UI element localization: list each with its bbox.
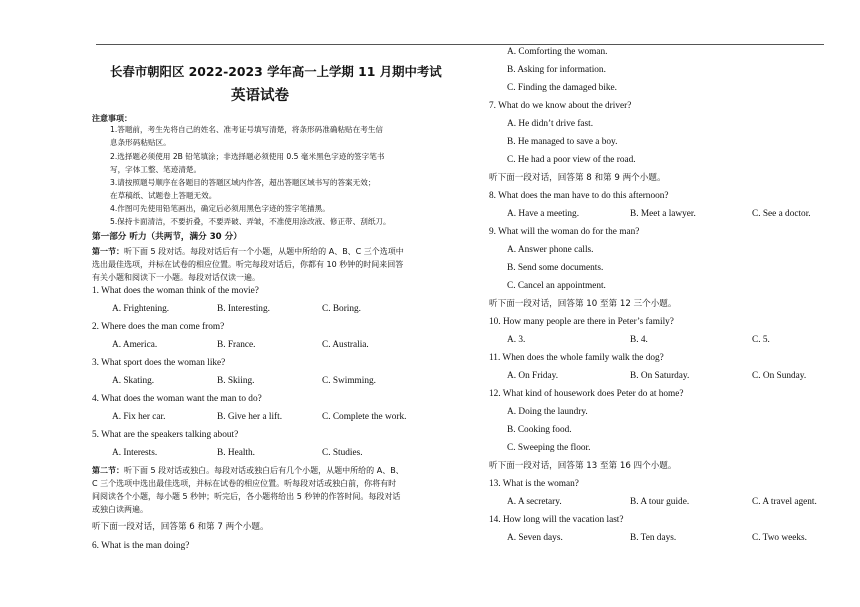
option-b: B. Health.	[217, 448, 255, 458]
note-line: 写，字体工整、笔迹清楚。	[110, 165, 202, 174]
option-a: A. Interests.	[112, 448, 158, 458]
note-line: 3.请按照题号顺序在各题目的答题区域内作答，超出答题区域书写的答案无效；	[110, 178, 376, 187]
option-a: A. 3.	[507, 335, 526, 345]
instruction-13-16: 听下面一段对话，回答第 13 至第 16 四个小题。	[489, 461, 677, 471]
option-a: A. A secretary.	[507, 497, 562, 507]
option-c: C. Two weeks.	[752, 533, 807, 543]
option-a: A. America.	[112, 340, 158, 350]
option-b: B. Interesting.	[217, 304, 270, 314]
question-stem: 11. When does the whole family walk the dog?	[489, 353, 664, 363]
option-b: B. He managed to save a boy.	[507, 137, 618, 147]
option-a: A. Doing the laundry.	[507, 407, 588, 417]
option-a: A. He didn’t drive fast.	[507, 119, 594, 129]
header-rule	[96, 44, 824, 45]
option-a: A. Frightening.	[112, 304, 170, 314]
exam-subtitle: 英语试卷	[231, 88, 289, 104]
question-stem: 3. What sport does the woman like?	[92, 358, 226, 368]
question-stem: 8. What does the man have to do this afternoon?	[489, 191, 669, 201]
option-c: C. 5.	[752, 335, 770, 345]
question-stem: 9. What will the woman do for the man?	[489, 227, 640, 237]
option-b: B. Asking for information.	[507, 65, 606, 75]
section2-line: 或独白读两遍。	[92, 505, 148, 514]
option-b: B. Give her a lift.	[217, 412, 283, 422]
option-b: B. Meet a lawyer.	[630, 209, 696, 219]
option-c: C. Swimming.	[322, 376, 376, 386]
option-a: A. Skating.	[112, 376, 155, 386]
section2-line: 听下面 5 段对话或独白。每段对话或独白后有几个小题，从题中所给的 A、B、	[124, 466, 404, 475]
note-line: 2.选择题必须使用 2B 铅笔填涂；非选择题必须使用 0.5 毫米黑色字迹的签字笔书	[110, 152, 385, 161]
option-c: C. A travel agent.	[752, 497, 817, 507]
question-stem: 13. What is the woman?	[489, 479, 579, 489]
section2-label: 第二节：	[92, 466, 124, 475]
section2-line: 间阅读各个小题，每小题 5 秒钟；听完后，各小题将给出 5 秒钟的作答时间。每段对话	[92, 492, 401, 501]
section1-label: 第一节：	[92, 247, 124, 256]
option-c: C. Finding the damaged bike.	[507, 83, 617, 93]
note-line: 4.作图可先使用铅笔画出，确定后必须用黑色字迹的签字笔描黑。	[110, 204, 330, 213]
question-stem: 10. How many people are there in Peter’s family?	[489, 317, 674, 327]
question-stem: 4. What does the woman want the man to do?	[92, 394, 262, 404]
option-a: A. Have a meeting.	[507, 209, 580, 219]
section1-text	[92, 246, 404, 258]
note-line: 在草稿纸、试题卷上答题无效。	[110, 191, 217, 200]
option-c: C. Complete the work.	[322, 412, 407, 422]
option-b: B. Cooking food.	[507, 425, 572, 435]
option-c: C. Studies.	[322, 448, 363, 458]
section1-line: 听下面 5 段对话。每段对话后有一个小题，从题中所给的 A、B、C 三个选项中	[124, 247, 404, 256]
note-line: 5.保持卡面清洁，不要折叠，不要弄破、弄皱，不准使用涂改液、修正带、刮纸刀。	[110, 217, 391, 226]
notes-heading: 注意事项：	[92, 114, 132, 123]
exam-title: 长春市朝阳区 2022-2023 学年高一上学期 11 月期中考试	[110, 64, 442, 79]
question-stem: 12. What kind of housework does Peter do at home?	[489, 389, 684, 399]
option-b: B. On Saturday.	[630, 371, 690, 381]
option-c: C. Boring.	[322, 304, 361, 314]
question-stem: 2. Where does the man come from?	[92, 322, 225, 332]
option-c: C. See a doctor.	[752, 209, 811, 219]
option-a: A. Comforting the woman.	[507, 47, 608, 57]
option-b: B. Skiing.	[217, 376, 255, 386]
option-b: B. A tour guide.	[630, 497, 690, 507]
option-b: B. Send some documents.	[507, 263, 604, 273]
note-line: 息条形码粘贴区。	[110, 138, 171, 147]
option-a: A. Seven days.	[507, 533, 563, 543]
option-b: B. France.	[217, 340, 256, 350]
instruction-8-9: 听下面一段对话，回答第 8 和第 9 两个小题。	[489, 173, 666, 183]
option-a: A. On Friday.	[507, 371, 559, 381]
option-b: B. 4.	[630, 335, 648, 345]
section2-line: C 三个选项中选出最佳选项，并标在试卷的相应位置。听每段对话或独白前，你将有时	[92, 479, 397, 488]
question-stem: 1. What does the woman think of the movie?	[92, 286, 259, 296]
section1-line: 选出最佳选项，并标在试卷的相应位置。听完每段对话后，你都有 10 秒钟的时间来回答	[92, 260, 404, 269]
option-c: C. Cancel an appointment.	[507, 281, 606, 291]
part1-heading: 第一部分 听力（共两节，满分 30 分）	[92, 232, 242, 242]
instruction-6-7: 听下面一段对话，回答第 6 和第 7 两个小题。	[92, 522, 269, 532]
option-c: C. Australia.	[322, 340, 369, 350]
instruction-10-12: 听下面一段对话，回答第 10 至第 12 三个小题。	[489, 299, 677, 309]
option-c: C. Sweeping the floor.	[507, 443, 591, 453]
question-stem: 14. How long will the vacation last?	[489, 515, 624, 525]
note-line: 1.答题前，考生先将自己的姓名、准考证号填写清楚，将条形码准确粘贴在考生信	[110, 125, 384, 134]
question-stem: 5. What are the speakers talking about?	[92, 430, 239, 440]
section2-text	[92, 465, 404, 477]
option-b: B. Ten days.	[630, 533, 677, 543]
question-stem: 6. What is the man doing?	[92, 541, 190, 551]
option-c: C. He had a poor view of the road.	[507, 155, 636, 165]
option-a: A. Answer phone calls.	[507, 245, 594, 255]
question-stem: 7. What do we know about the driver?	[489, 101, 632, 111]
option-c: C. On Sunday.	[752, 371, 807, 381]
section1-line: 有关小题和阅读下一小题。每段对话仅读一遍。	[92, 273, 260, 282]
option-a: A. Fix her car.	[112, 412, 166, 422]
